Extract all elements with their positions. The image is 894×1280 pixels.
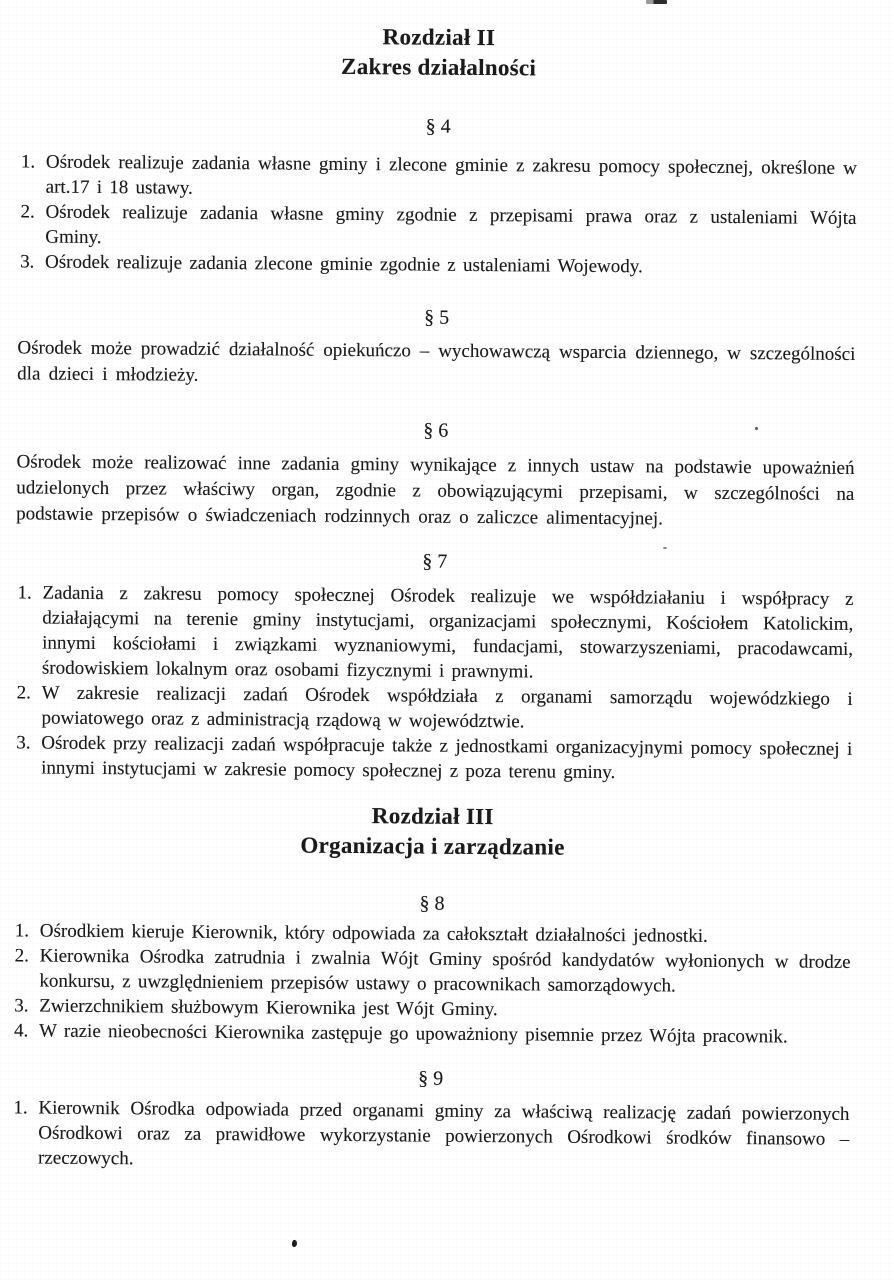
list-item-text: Zadania z zakresu pomocy społecznej Ośrodek realizuje we współdziałaniu i współpracy z działającymi na terenie gminy instytucjami, organizacjami społecznymi, Kościołem Katolickim, innymi kościołami i związkami wyznaniowymi, fundacjami, stowarzyszeniami, pracodawcami, środowiskiem lokalnym oraz osobami fizycznymi i prawnymi. xyxy=(41,582,854,683)
list-item xyxy=(12,943,850,1000)
section-7-label: § 7 xyxy=(422,550,448,573)
section-4-label: § 4 xyxy=(425,115,451,138)
list-item-text: Kierownika Ośrodka zatrudnia i zwalnia Wójt Gminy spośród kandydatów wyłonionych w drodze konkursu, z uwzględnieniem przepisów ustawy o pracownikach samorządowych. xyxy=(39,945,851,997)
chapter-2-heading xyxy=(20,19,858,86)
list-item-text: Ośrodek realizuje zadania zlecone gminie zgodnie z ustaleniami Wojewody. xyxy=(45,251,643,278)
list-item-number: 1. xyxy=(17,582,32,604)
list-item xyxy=(18,249,856,281)
list-item xyxy=(18,199,856,256)
list-item xyxy=(15,580,854,687)
section-4-list xyxy=(18,149,857,281)
list-item-text: Ośrodkiem kieruje Kierownik, który odpowiada za całokształt działalności jednostki. xyxy=(39,920,708,947)
list-item-number: 1. xyxy=(13,1097,28,1119)
section-6-paragraph: Ośrodek może realizować inne zadania gminy wynikające z innych ustaw na podstawie upoważnień udzielonych przez właściwy organ, zgodnie z obowiązującymi przepisami, w szczególności na podstawie przepisów o świadczeniach rodzinnych oraz o zaliczce alimentacyjnej. xyxy=(16,451,855,530)
list-item-text: Ośrodek przy realizacji zadań współpracuje także z jednostkami organizacyjnymi pomocy społecznej i innymi instytucjami w zakresie pomocy społecznej z poza terenu gminy. xyxy=(41,732,853,784)
chapter-3-heading xyxy=(13,798,851,865)
list-item-number: 2. xyxy=(14,945,29,967)
list-item-text: Kierownik Ośrodka odpowiada przed organami gminy za właściwą realizację zadań powierzonych Ośrodkowi oraz za prawidłowe wykorzystanie powierzonych Ośrodkowi środków finansowo – rzeczowych. xyxy=(37,1097,850,1170)
list-item-text: W zakresie realizacji zadań Ośrodek współdziała z organami samorządu wojewódzkiego i powiatowego oraz z administracją rządową w województwie. xyxy=(41,682,853,733)
section-8-list xyxy=(12,918,851,1050)
section-5-label: § 5 xyxy=(424,306,450,329)
list-item-number: 2. xyxy=(16,682,32,704)
list-item-number: 1. xyxy=(20,151,36,173)
chapter-3-subtitle: Organizacja i zarządzanie xyxy=(300,832,565,860)
chapter-2-title: Rozdział II xyxy=(382,24,496,51)
section-9-label: § 9 xyxy=(418,1067,444,1090)
list-item xyxy=(14,680,852,737)
list-item-number: 1. xyxy=(14,920,30,942)
list-item-number: 2. xyxy=(20,201,35,223)
list-item-text: Ośrodek realizuje zadania własne gminy zgodnie z przepisami prawa oraz z ustaleniami Wójta Gminy. xyxy=(45,201,857,249)
document-content xyxy=(11,19,858,1177)
list-item-number: 3. xyxy=(16,732,31,754)
section-7-list xyxy=(14,580,854,787)
section-8-label: § 8 xyxy=(419,892,445,915)
list-item-text: Zwierzchnikiem służbowym Kierownika jest Wójt Gminy. xyxy=(39,995,498,1021)
list-item xyxy=(19,149,857,206)
list-item-number: 3. xyxy=(20,251,35,273)
list-item-text: Ośrodek realizuje zadania własne gminy i zlecone gminie z zakresu pomocy społecznej, określone w art.17 i 18 ustawy. xyxy=(45,151,857,199)
section-9-list xyxy=(11,1095,850,1177)
list-item xyxy=(14,730,852,787)
chapter-2-subtitle: Zakres działalności xyxy=(341,53,537,81)
list-item-text: W razie nieobecności Kierownika zastępuje go upoważniony pisemnie przez Wójta pracownik. xyxy=(38,1020,788,1048)
section-6-label: § 6 xyxy=(423,419,449,442)
list-item xyxy=(11,1095,850,1177)
chapter-3-title: Rozdział III xyxy=(371,803,494,830)
scan-artifact-top xyxy=(646,0,667,4)
scan-artifact-speck xyxy=(291,1240,297,1248)
list-item-number: 3. xyxy=(14,995,29,1017)
section-5-paragraph: Ośrodek może prowadzić działalność opiekuńczo – wychowawczą wsparcia dziennego, w szczególności dla dzieci i młodzieży. xyxy=(17,337,856,386)
list-item xyxy=(12,1018,850,1050)
list-item-number: 4. xyxy=(13,1020,29,1042)
